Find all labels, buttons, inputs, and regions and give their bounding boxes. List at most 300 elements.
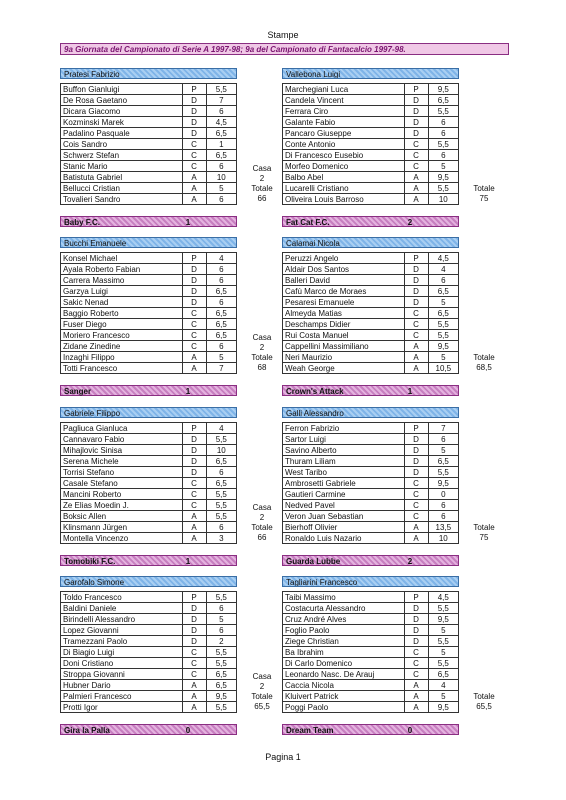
player-name: Ziege Christian	[283, 636, 405, 647]
table-row	[283, 467, 459, 478]
player-role: C	[404, 330, 428, 341]
total-value: 68,5	[476, 363, 492, 372]
player-name: Stroppa Giovanni	[61, 669, 183, 680]
player-vote: 9,5	[428, 478, 458, 489]
team-score-row	[282, 216, 459, 227]
table-row	[61, 172, 237, 183]
player-name: Bellucci Cristian	[61, 183, 183, 194]
table-row	[61, 658, 237, 669]
away-totals	[462, 692, 506, 712]
player-role: C	[404, 511, 428, 522]
player-vote: 5,5	[428, 139, 458, 150]
player-role: C	[404, 658, 428, 669]
player-role: P	[404, 253, 428, 264]
home-block-3	[60, 407, 286, 566]
player-name: Ferron Fabrizio	[283, 423, 405, 434]
roster-table	[60, 591, 237, 713]
player-name: Marchegiani Luca	[283, 84, 405, 95]
player-vote: 6,5	[206, 478, 236, 489]
player-role: C	[182, 647, 206, 658]
player-vote: 6	[206, 603, 236, 614]
table-row	[61, 161, 237, 172]
table-row	[61, 636, 237, 647]
player-vote: 6,5	[206, 456, 236, 467]
table-row	[61, 308, 237, 319]
player-name: Boksic Allen	[61, 511, 183, 522]
player-vote: 6	[428, 511, 458, 522]
player-name: Protti Igor	[61, 702, 183, 713]
player-name: Neri Maurizio	[283, 352, 405, 363]
player-vote: 5,5	[206, 592, 236, 603]
player-vote: 5,5	[206, 84, 236, 95]
player-name: Serena Michele	[61, 456, 183, 467]
total-value: 65,5	[254, 702, 270, 711]
table-row	[61, 533, 237, 544]
player-vote: 6,5	[206, 286, 236, 297]
team-name: Gira la Palla	[64, 726, 110, 735]
page-header: Stampe	[267, 30, 299, 40]
player-vote: 6	[428, 434, 458, 445]
player-vote: 1	[206, 139, 236, 150]
player-role: A	[182, 183, 206, 194]
player-role: C	[404, 478, 428, 489]
table-row	[61, 363, 237, 374]
player-name: Pesaresi Emanuele	[283, 297, 405, 308]
player-role: C	[404, 150, 428, 161]
table-row	[61, 275, 237, 286]
home-block-4	[60, 576, 286, 735]
table-row	[283, 264, 459, 275]
player-name: Thuram Liliam	[283, 456, 405, 467]
team-score: 1	[185, 218, 191, 227]
player-vote: 5	[428, 352, 458, 363]
player-role: C	[404, 161, 428, 172]
table-row	[283, 341, 459, 352]
player-role: D	[182, 117, 206, 128]
team-name: Sanger	[64, 387, 92, 396]
table-row	[283, 669, 459, 680]
player-name: Bierhoff Olivier	[283, 522, 405, 533]
player-name: De Rosa Gaetano	[61, 95, 183, 106]
player-vote: 7	[206, 95, 236, 106]
player-role: D	[404, 614, 428, 625]
team-score-row	[282, 555, 459, 566]
player-vote: 5	[206, 352, 236, 363]
player-vote: 9,5	[428, 84, 458, 95]
player-role: A	[404, 194, 428, 205]
table-row	[283, 636, 459, 647]
roster-table	[282, 422, 459, 544]
player-name: Tovalieri Sandro	[61, 194, 183, 205]
player-role: D	[404, 445, 428, 456]
table-row	[61, 194, 237, 205]
player-role: C	[182, 319, 206, 330]
roster-table	[60, 83, 237, 205]
player-role: D	[404, 467, 428, 478]
table-row	[283, 95, 459, 106]
team-score: 2	[407, 557, 413, 566]
player-role: D	[404, 434, 428, 445]
player-vote: 4	[428, 264, 458, 275]
total-value: 66	[257, 533, 267, 542]
player-vote: 5,5	[428, 658, 458, 669]
owner-name: Garofalo Simone	[60, 576, 237, 587]
player-role: D	[404, 128, 428, 139]
player-name: Ba Ibrahim	[283, 647, 405, 658]
casa-value: 2	[259, 513, 265, 522]
table-row	[283, 275, 459, 286]
player-role: D	[404, 636, 428, 647]
player-role: D	[182, 106, 206, 117]
player-name: Tramezzani Paolo	[61, 636, 183, 647]
player-role: A	[182, 172, 206, 183]
total-label: Totale	[251, 184, 273, 193]
table-row	[61, 352, 237, 363]
player-vote: 6,5	[428, 95, 458, 106]
player-name: Moriero Francesco	[61, 330, 183, 341]
player-name: Toldo Francesco	[61, 592, 183, 603]
player-role: A	[404, 172, 428, 183]
player-name: Zidane Zinedine	[61, 341, 183, 352]
total-label: Totale	[473, 184, 495, 193]
table-row	[283, 128, 459, 139]
table-row	[61, 669, 237, 680]
total-label: Totale	[251, 692, 273, 701]
team-score-row	[60, 385, 237, 396]
player-vote: 5	[428, 161, 458, 172]
table-row	[61, 128, 237, 139]
player-role: D	[404, 117, 428, 128]
table-row	[283, 363, 459, 374]
team-score: 0	[185, 726, 191, 735]
team-score: 2	[407, 218, 413, 227]
player-name: Cruz André Alves	[283, 614, 405, 625]
player-role: D	[404, 625, 428, 636]
table-row	[283, 330, 459, 341]
roster-table	[282, 83, 459, 205]
table-row	[283, 445, 459, 456]
player-role: D	[182, 286, 206, 297]
team-score-row	[60, 724, 237, 735]
player-vote: 9,5	[428, 341, 458, 352]
table-row	[61, 341, 237, 352]
player-role: P	[404, 592, 428, 603]
player-role: D	[182, 445, 206, 456]
player-role: C	[404, 308, 428, 319]
player-role: A	[404, 522, 428, 533]
table-row	[61, 445, 237, 456]
table-row	[61, 286, 237, 297]
player-vote: 7	[428, 423, 458, 434]
roster-table	[282, 591, 459, 713]
player-name: Batistuta Gabriel	[61, 172, 183, 183]
player-role: D	[404, 275, 428, 286]
player-name: Balleri David	[283, 275, 405, 286]
total-label: Totale	[473, 523, 495, 532]
player-role: A	[182, 680, 206, 691]
player-name: Poggi Paolo	[283, 702, 405, 713]
table-row	[61, 702, 237, 713]
player-name: Oliveira Louis Barroso	[283, 194, 405, 205]
table-row	[61, 117, 237, 128]
table-row	[283, 533, 459, 544]
player-vote: 4	[428, 680, 458, 691]
table-row	[61, 603, 237, 614]
player-name: Konsel Michael	[61, 253, 183, 264]
table-row	[61, 297, 237, 308]
team-score: 1	[185, 557, 191, 566]
away-block-1	[282, 68, 508, 227]
table-row	[61, 330, 237, 341]
player-vote: 5,5	[428, 319, 458, 330]
table-row	[283, 172, 459, 183]
table-row	[283, 253, 459, 264]
table-row	[283, 434, 459, 445]
player-name: Buffon Gianluigi	[61, 84, 183, 95]
player-vote: 5,5	[428, 467, 458, 478]
player-role: D	[404, 603, 428, 614]
roster-table	[60, 252, 237, 374]
player-role: C	[404, 319, 428, 330]
player-role: A	[182, 691, 206, 702]
player-vote: 6	[206, 467, 236, 478]
roster-table	[282, 252, 459, 374]
table-row	[283, 139, 459, 150]
player-name: Garzya Luigi	[61, 286, 183, 297]
table-row	[61, 680, 237, 691]
player-vote: 5	[428, 625, 458, 636]
player-vote: 4,5	[428, 253, 458, 264]
player-name: Ambrosetti Gabriele	[283, 478, 405, 489]
casa-label: Casa	[252, 503, 272, 512]
player-name: Torrisi Stefano	[61, 467, 183, 478]
table-row	[61, 625, 237, 636]
table-row	[283, 702, 459, 713]
table-row	[283, 297, 459, 308]
table-row	[283, 106, 459, 117]
player-name: Mancini Roberto	[61, 489, 183, 500]
team-name: Baby F.C.	[64, 218, 101, 227]
table-row	[61, 253, 237, 264]
player-role: D	[182, 275, 206, 286]
player-name: Cappellini Massimiliano	[283, 341, 405, 352]
player-vote: 5,5	[206, 658, 236, 669]
player-role: A	[182, 363, 206, 374]
player-name: Padalino Pasquale	[61, 128, 183, 139]
team-score-row	[282, 385, 459, 396]
table-row	[283, 319, 459, 330]
table-row	[61, 95, 237, 106]
player-vote: 6	[206, 341, 236, 352]
player-role: P	[404, 423, 428, 434]
away-block-2	[282, 237, 508, 396]
page-footer: Pagina 1	[265, 752, 301, 762]
team-name: Tomobiki F.C.	[64, 557, 116, 566]
player-role: D	[182, 614, 206, 625]
table-row	[283, 286, 459, 297]
home-block-1	[60, 68, 286, 227]
player-role: P	[182, 423, 206, 434]
player-role: P	[182, 253, 206, 264]
player-role: C	[182, 139, 206, 150]
player-vote: 5	[206, 183, 236, 194]
table-row	[283, 592, 459, 603]
player-role: D	[182, 456, 206, 467]
home-totals	[240, 164, 284, 204]
table-row	[61, 489, 237, 500]
player-vote: 6,5	[206, 680, 236, 691]
away-block-4	[282, 576, 508, 735]
player-role: A	[404, 183, 428, 194]
team-score: 0	[407, 726, 413, 735]
player-role: C	[182, 500, 206, 511]
player-role: A	[404, 341, 428, 352]
total-value: 75	[479, 533, 489, 542]
player-vote: 4	[206, 423, 236, 434]
casa-value: 2	[259, 174, 265, 183]
table-row	[61, 522, 237, 533]
player-role: A	[182, 702, 206, 713]
player-role: A	[404, 533, 428, 544]
player-vote: 5	[206, 614, 236, 625]
player-name: Lopez Giovanni	[61, 625, 183, 636]
player-name: Kluivert Patrick	[283, 691, 405, 702]
away-totals	[462, 353, 506, 373]
table-row	[283, 423, 459, 434]
table-row	[61, 647, 237, 658]
player-name: Gautieri Carmine	[283, 489, 405, 500]
player-role: D	[404, 264, 428, 275]
player-role: A	[404, 702, 428, 713]
table-row	[61, 423, 237, 434]
total-value: 75	[479, 194, 489, 203]
player-role: A	[404, 691, 428, 702]
player-vote: 5	[428, 647, 458, 658]
player-vote: 6	[206, 522, 236, 533]
table-row	[283, 625, 459, 636]
player-name: Kozminski Marek	[61, 117, 183, 128]
player-role: D	[182, 95, 206, 106]
team-score-row	[60, 555, 237, 566]
player-vote: 10,5	[428, 363, 458, 374]
table-row	[61, 691, 237, 702]
player-vote: 5,5	[206, 489, 236, 500]
player-name: Ronaldo Luis Nazario	[283, 533, 405, 544]
table-row	[283, 161, 459, 172]
player-name: Doni Cristiano	[61, 658, 183, 669]
table-row	[61, 106, 237, 117]
owner-name: Galli Alessandro	[282, 407, 459, 418]
player-vote: 5,5	[428, 636, 458, 647]
player-vote: 2	[206, 636, 236, 647]
player-vote: 6	[206, 625, 236, 636]
home-block-2	[60, 237, 286, 396]
player-role: A	[182, 194, 206, 205]
player-role: A	[182, 352, 206, 363]
player-name: Lucarelli Cristiano	[283, 183, 405, 194]
table-row	[61, 511, 237, 522]
player-role: C	[182, 330, 206, 341]
player-role: C	[404, 669, 428, 680]
owner-name: Gabriele Filippo	[60, 407, 237, 418]
table-row	[283, 117, 459, 128]
table-row	[61, 183, 237, 194]
table-row	[61, 319, 237, 330]
table-row	[283, 522, 459, 533]
player-name: Morfeo Domenico	[283, 161, 405, 172]
player-vote: 5,5	[428, 330, 458, 341]
table-row	[283, 511, 459, 522]
team-score-row	[60, 216, 237, 227]
player-role: D	[182, 603, 206, 614]
table-row	[61, 478, 237, 489]
player-vote: 5	[428, 691, 458, 702]
player-name: Di Carlo Domenico	[283, 658, 405, 669]
player-vote: 10	[428, 533, 458, 544]
player-name: Pagliuca Gianluca	[61, 423, 183, 434]
table-row	[61, 264, 237, 275]
player-vote: 6	[206, 275, 236, 286]
player-role: D	[182, 128, 206, 139]
player-vote: 10	[206, 172, 236, 183]
player-name: Caccia Nicola	[283, 680, 405, 691]
player-name: Di Biagio Luigi	[61, 647, 183, 658]
player-name: Baggio Roberto	[61, 308, 183, 319]
table-row	[283, 603, 459, 614]
player-role: C	[182, 341, 206, 352]
table-row	[283, 478, 459, 489]
player-name: Veron Juan Sebastian	[283, 511, 405, 522]
table-row	[61, 500, 237, 511]
table-row	[61, 139, 237, 150]
player-vote: 9,5	[206, 691, 236, 702]
player-name: Galante Fabio	[283, 117, 405, 128]
player-role: C	[182, 150, 206, 161]
player-role: C	[404, 489, 428, 500]
player-vote: 6,5	[206, 330, 236, 341]
owner-name: Bucchi Emanuele	[60, 237, 237, 248]
player-vote: 6,5	[206, 150, 236, 161]
team-score: 1	[185, 387, 191, 396]
casa-label: Casa	[252, 672, 272, 681]
player-vote: 5,5	[428, 603, 458, 614]
player-name: Stanic Mario	[61, 161, 183, 172]
casa-label: Casa	[252, 164, 272, 173]
player-name: Cois Sandro	[61, 139, 183, 150]
player-name: Schwerz Stefan	[61, 150, 183, 161]
player-vote: 6	[206, 194, 236, 205]
player-role: A	[404, 352, 428, 363]
player-vote: 5,5	[206, 702, 236, 713]
table-row	[283, 194, 459, 205]
player-role: C	[404, 500, 428, 511]
player-role: C	[182, 161, 206, 172]
player-name: Montella Vincenzo	[61, 533, 183, 544]
player-vote: 6	[428, 117, 458, 128]
table-row	[283, 84, 459, 95]
table-row	[283, 647, 459, 658]
player-vote: 6	[428, 128, 458, 139]
player-name: Taibi Massimo	[283, 592, 405, 603]
table-row	[283, 500, 459, 511]
table-row	[283, 680, 459, 691]
player-role: D	[404, 297, 428, 308]
player-vote: 6,5	[428, 308, 458, 319]
player-vote: 9,5	[428, 172, 458, 183]
player-role: A	[404, 363, 428, 374]
player-vote: 5	[428, 297, 458, 308]
player-name: Deschamps Didier	[283, 319, 405, 330]
